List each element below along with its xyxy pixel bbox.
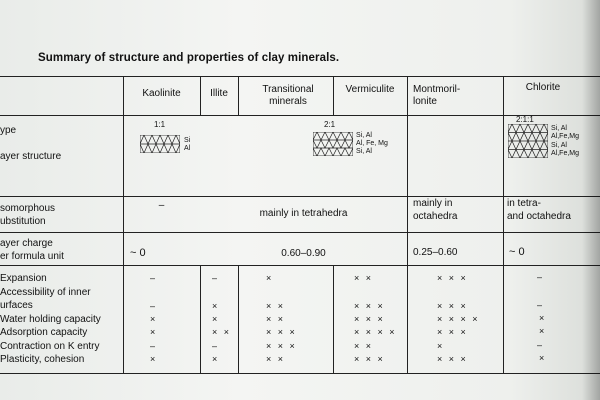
substitution-mid: mainly in tetrahedra	[259, 208, 348, 219]
prop-label-expansion: Expansion	[0, 273, 47, 284]
kaolinite-layer-label-al: Al	[184, 145, 191, 152]
row-label-charge-1: ayer charge	[0, 238, 53, 249]
chlorite-water: ×	[539, 313, 547, 323]
col-rule-2b	[200, 265, 201, 373]
row-label-substitution-1: somorphous	[0, 203, 56, 214]
prop-label-adsorption: Adsorption capacity	[0, 327, 88, 338]
illite-adsorption: × ×	[212, 327, 232, 337]
transitional-plasticity: × ×	[266, 354, 286, 364]
chlorite-surfaces: –	[537, 300, 545, 310]
mid-layer-diagram	[313, 132, 353, 156]
transitional-adsorption: × × ×	[266, 327, 297, 337]
transitional-contraction: × × ×	[266, 341, 297, 351]
vermiculite-adsorption: × × × ×	[354, 327, 397, 337]
kaolinite-layer-label-si: Si	[184, 137, 191, 144]
substitution-kaolinite: –	[158, 200, 165, 211]
vermiculite-plasticity: × × ×	[354, 354, 385, 364]
montmorillonite-plasticity: × × ×	[437, 354, 468, 364]
col-rule-5	[407, 76, 408, 373]
chlorite-adsorption: ×	[539, 326, 547, 336]
row-rule-1	[0, 196, 600, 197]
substitution-montmorillonite-1: mainly in	[413, 198, 453, 209]
charge-mid: 0.60–0.90	[281, 248, 326, 259]
prop-label-surfaces: urfaces	[0, 300, 33, 311]
prop-label-water: Water holding capacity	[0, 314, 101, 325]
illite-contraction: –	[212, 341, 220, 351]
substitution-montmorillonite-2: octahedra	[413, 211, 458, 222]
transitional-expansion: ×	[266, 273, 274, 283]
header-vermiculite: Vermiculite	[345, 84, 395, 95]
chlorite-layer-label-2: Al,Fe,Mg	[551, 133, 580, 140]
kaolinite-plasticity: ×	[150, 354, 158, 364]
montmorillonite-water: × × × ×	[437, 314, 480, 324]
charge-kaolinite: ~ 0	[130, 247, 146, 259]
header-illite: Illite	[210, 88, 228, 99]
vermiculite-surfaces: × × ×	[354, 301, 385, 311]
prop-label-contraction: Contraction on K entry	[0, 341, 100, 352]
page-title: Summary of structure and properties of clay minerals.	[38, 52, 340, 64]
header-montmorillonite: Montmoril- lonite	[413, 84, 461, 107]
header-transitional: Transitional minerals	[262, 84, 314, 107]
chlorite-contraction: –	[537, 340, 545, 350]
row-label-charge-2: er formula unit	[0, 251, 64, 262]
col-rule-4b	[333, 265, 334, 373]
charge-montmorillonite: 0.25–0.60	[413, 247, 458, 258]
prop-label-accessibility: Accessibility of inner	[0, 287, 91, 298]
mid-layer-label-1: Si, Al	[356, 132, 372, 139]
charge-chlorite: ~ 0	[509, 246, 525, 258]
col-rule-3a	[238, 76, 239, 116]
transitional-water: × ×	[266, 314, 286, 324]
row-label-substitution-2: ubstitution	[0, 216, 46, 227]
chlorite-layer-diagram	[508, 124, 548, 158]
col-rule-1	[123, 76, 124, 373]
chlorite-layer-label-4: Al,Fe,Mg	[551, 150, 580, 157]
type-mid: 2:1	[324, 120, 336, 129]
kaolinite-expansion: –	[150, 273, 158, 283]
table-bottom-rule	[0, 373, 600, 374]
type-kaolinite: 1:1	[154, 120, 166, 129]
kaolinite-water: ×	[150, 314, 158, 324]
substitution-chlorite-1: in tetra-	[507, 198, 541, 209]
col-rule-4a	[333, 76, 334, 116]
chlorite-expansion: –	[537, 272, 545, 282]
vermiculite-contraction: × ×	[354, 341, 374, 351]
kaolinite-surfaces: –	[150, 301, 158, 311]
mid-layer-label-2: Al, Fe, Mg	[356, 140, 388, 147]
substitution-chlorite-2: and octahedra	[507, 211, 571, 222]
chlorite-layer-label-1: Si, Al	[551, 125, 567, 132]
vermiculite-water: × × ×	[354, 314, 385, 324]
row-label-layer-structure: ayer structure	[0, 151, 62, 162]
row-label-type: ype	[0, 125, 17, 136]
montmorillonite-adsorption: × × ×	[437, 327, 468, 337]
col-rule-3b	[238, 265, 239, 373]
header-chlorite: Chlorite	[525, 82, 561, 93]
chlorite-layer-label-3: Si, Al	[551, 142, 567, 149]
kaolinite-contraction: –	[150, 341, 158, 351]
kaolinite-layer-diagram	[140, 135, 180, 153]
kaolinite-adsorption: ×	[150, 327, 158, 337]
row-rule-3	[0, 265, 600, 266]
transitional-surfaces: × ×	[266, 301, 286, 311]
mid-layer-label-3: Si, Al	[356, 148, 372, 155]
prop-label-plasticity: Plasticity, cohesion	[0, 354, 85, 365]
illite-plasticity: ×	[212, 354, 220, 364]
col-rule-6	[503, 76, 504, 373]
table-top-rule	[0, 76, 600, 77]
row-rule-2	[0, 232, 600, 233]
type-chlorite: 2:1:1	[516, 115, 534, 124]
illite-water: ×	[212, 314, 220, 324]
chlorite-plasticity: ×	[539, 353, 547, 363]
montmorillonite-contraction: ×	[437, 341, 445, 351]
page-edge-shadow	[582, 0, 600, 400]
vermiculite-expansion: × ×	[354, 273, 374, 283]
header-rule	[0, 115, 600, 116]
header-kaolinite: Kaolinite	[142, 88, 181, 99]
illite-surfaces: ×	[212, 301, 220, 311]
illite-expansion: –	[212, 273, 220, 283]
montmorillonite-surfaces: × × ×	[437, 301, 468, 311]
montmorillonite-expansion: × × ×	[437, 273, 468, 283]
